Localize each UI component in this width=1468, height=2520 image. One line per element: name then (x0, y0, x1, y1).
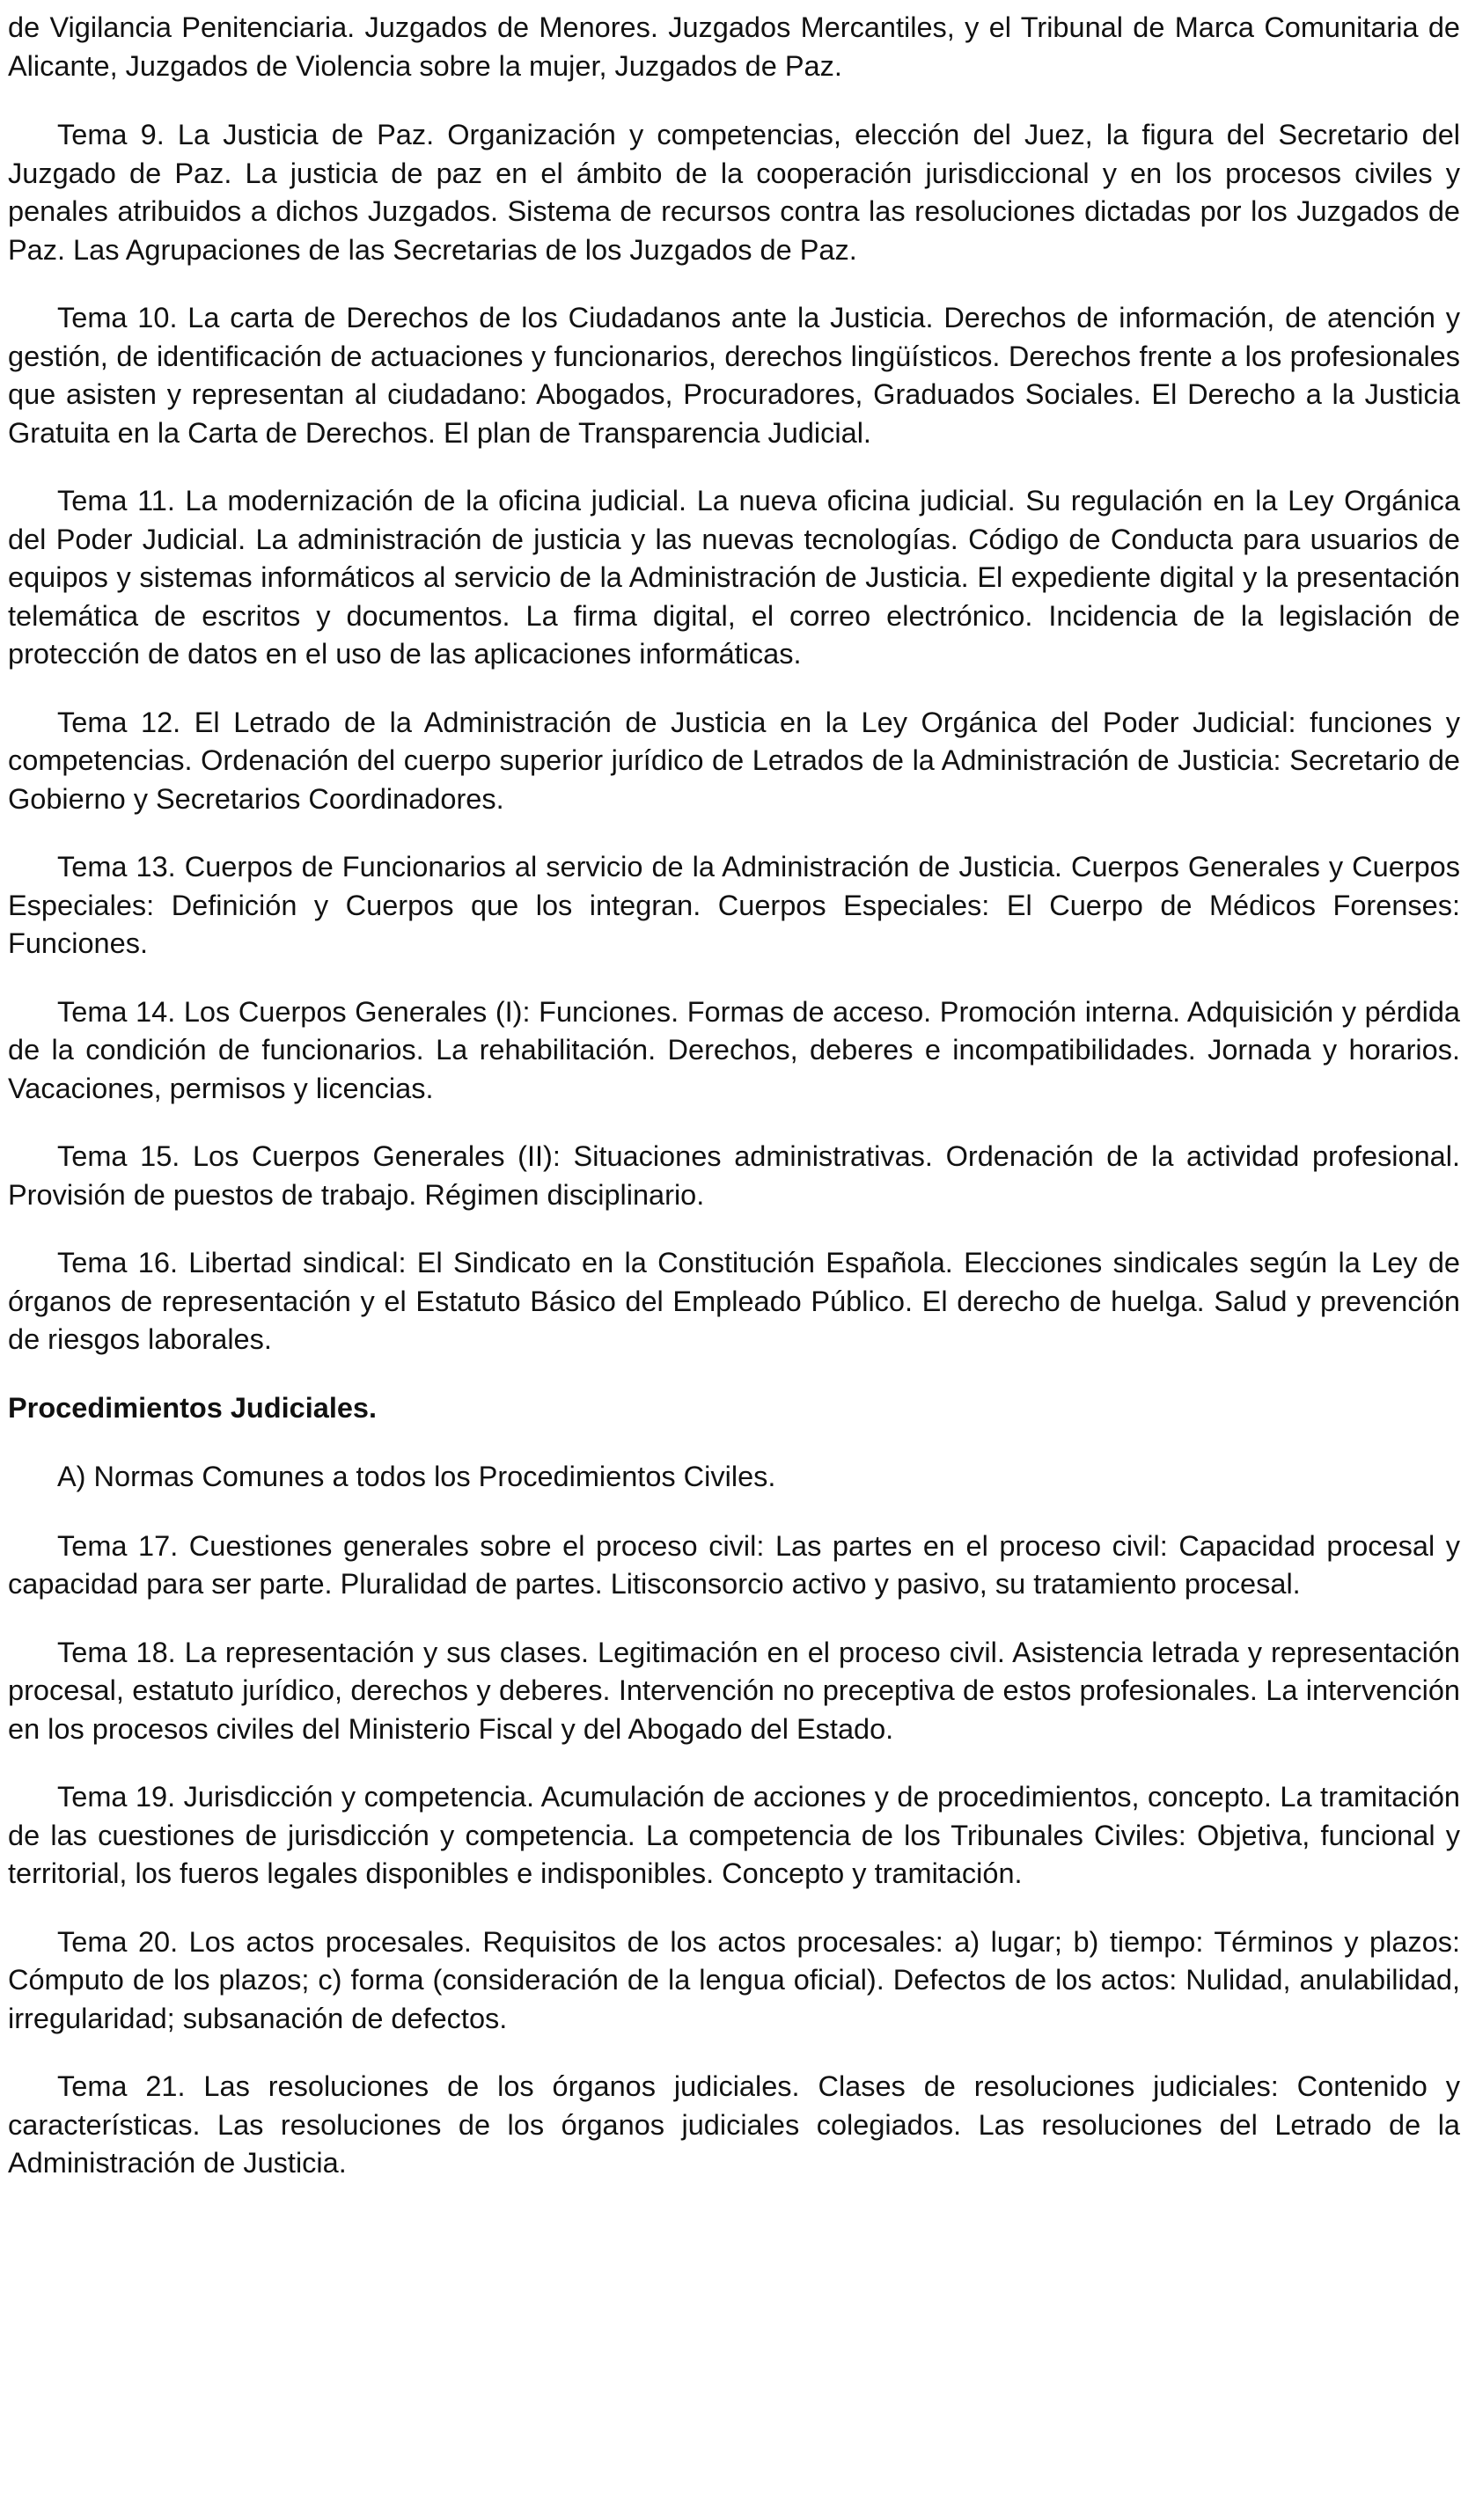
paragraph-tema-14: Tema 14. Los Cuerpos Generales (I): Funciones. Formas de acceso. Promoción interna. Adquisición y pérdida de la condición de funcionarios. La rehabilitación. Derechos, deberes e incompatibilidades. Jornada y horarios. Vacaciones, permisos y licencias. (8, 995, 1460, 1104)
subsection-heading: A) Normas Comunes a todos los Procedimientos Civiles. (57, 1461, 776, 1492)
paragraph-tema-17: Tema 17. Cuestiones generales sobre el proceso civil: Las partes en el proceso civil: Capacidad procesal y capacidad para ser parte. Pluralidad de partes. Litisconsorcio activo y pasivo, su tratamiento procesal. (8, 1529, 1460, 1600)
paragraph-tema-21: Tema 21. Las resoluciones de los órganos judiciales. Clases de resoluciones judiciales: Contenido y características. Las resoluciones de los órganos judiciales colegiados. Las resoluciones del Letrado de la Administración de Justicia. (8, 2070, 1460, 2179)
paragraph-tema-11: Tema 11. La modernización de la oficina judicial. La nueva oficina judicial. Su regulación en la Ley Orgánica del Poder Judicial. La administración de justicia y las nuevas tecnologías. Código de Conducta para usuarios de equipos y sistemas informáticos al servicio de la Administración de Justicia. El expediente digital y la presentación telemática de escritos y documentos. La firma digital, el correo electrónico. Incidencia de la legislación de protección de datos en el uso de las aplicaciones informáticas. (8, 485, 1460, 670)
paragraph-continuation: de Vigilancia Penitenciaria. Juzgados de Menores. Juzgados Mercantiles, y el Tribunal de Marca Comunitaria de Alicante, Juzgados de Violencia sobre la mujer, Juzgados de Paz. (8, 11, 1460, 82)
paragraph-tema-16: Tema 16. Libertad sindical: El Sindicato en la Constitución Española. Elecciones sindicales según la Ley de órganos de representación y el Estatuto Básico del Empleado Público. El derecho de huelga. Salud y prevención de riesgos laborales. (8, 1247, 1460, 1355)
document-page (8, 9, 1460, 2213)
section-heading: Procedimientos Judiciales. (8, 1391, 378, 1424)
paragraph-tema-10: Tema 10. La carta de Derechos de los Ciudadanos ante la Justicia. Derechos de información, de atención y gestión, de identificación de actuaciones y funcionarios, derechos lingüísticos. Derechos frente a los profesionales que asisten y representan al ciudadano: Abogados, Procuradores, Graduados Sociales. El Derecho a la Justicia Gratuita en la Carta de Derechos. El plan de Transparencia Judicial. (8, 302, 1460, 449)
paragraph-tema-19: Tema 19. Jurisdicción y competencia. Acumulación de acciones y de procedimientos, concepto. La tramitación de las cuestiones de jurisdicción y competencia. La competencia de los Tribunales Civiles: Objetiva, funcional y territorial, los fueros legales disponibles e indisponibles. Concepto y tramitación. (8, 1781, 1460, 1889)
paragraph-tema-20: Tema 20. Los actos procesales. Requisitos de los actos procesales: a) lugar; b) tiempo: Términos y plazos: Cómputo de los plazos; c) forma (consideración de la lengua oficial). Defectos de los actos: Nulidad, anulabilidad, irregularidad; subsanación de defectos. (8, 1925, 1460, 2034)
paragraph-tema-13: Tema 13. Cuerpos de Funcionarios al servicio de la Administración de Justicia. Cuerpos Generales y Cuerpos Especiales: Definición y Cuerpos que los integran. Cuerpos Especiales: El Cuerpo de Médicos Forenses: Funciones. (8, 851, 1460, 959)
paragraph-tema-9: Tema 9. La Justicia de Paz. Organización y competencias, elección del Juez, la figura del Secretario del Juzgado de Paz. La justicia de paz en el ámbito de la cooperación jurisdiccional y en los procesos civiles y penales atribuidos a dichos Juzgados. Sistema de recursos contra las resoluciones dictadas por los Juzgados de Paz. Las Agrupaciones de las Secretarias de los Juzgados de Paz. (8, 119, 1460, 266)
paragraph-tema-15: Tema 15. Los Cuerpos Generales (II): Situaciones administrativas. Ordenación de la actividad profesional. Provisión de puestos de trabajo. Régimen disciplinario. (8, 1140, 1460, 1211)
paragraph-tema-18: Tema 18. La representación y sus clases. Legitimación en el proceso civil. Asistencia letrada y representación procesal, estatuto jurídico, derechos y deberes. Intervención no preceptiva de estos profesionales. La intervención en los procesos civiles del Ministerio Fiscal y del Abogado del Estado. (8, 1636, 1460, 1745)
paragraph-tema-12: Tema 12. El Letrado de la Administración de Justicia en la Ley Orgánica del Poder Judicial: funciones y competencias. Ordenación del cuerpo superior jurídico de Letrados de la Administración de Justicia: Secretario de Gobierno y Secretarios Coordinadores. (8, 706, 1460, 815)
